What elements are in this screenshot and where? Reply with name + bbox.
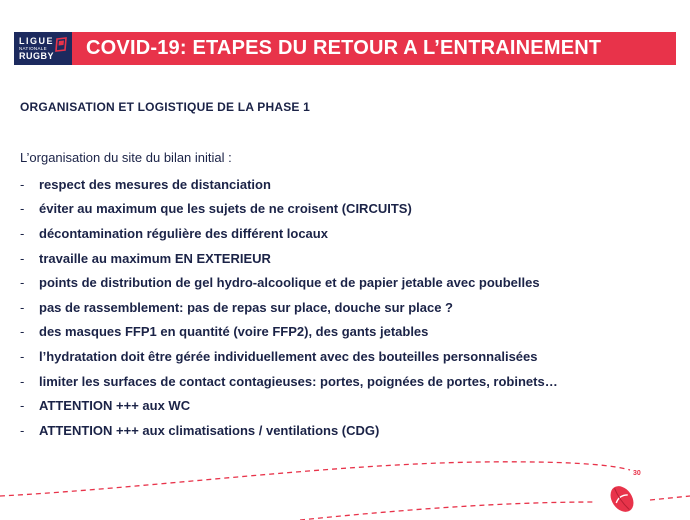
slide-title: COVID-19: ETAPES DU RETOUR A L’ENTRAINEMENT [86,37,602,59]
title-bar [72,32,676,65]
intro-text: L’organisation du site du bilan initial : [20,150,232,165]
list-item-text: limiter les surfaces de contact contagieuses: portes, poignées de portes, robinets… [39,373,558,389]
list-item [20,172,558,197]
list-item [20,393,558,418]
bullet-dash: - [20,176,25,192]
list-item-text: l’hydratation doit être gérée individuellement avec des bouteilles personnalisées [39,348,538,364]
logo-line-1: LIGUE [19,35,55,46]
dashed-trajectory-decoration [0,440,690,520]
list-item [20,295,558,320]
bullet-dash: - [20,373,25,389]
bullet-dash: - [20,324,25,340]
list-item [20,197,558,222]
list-item [20,270,558,295]
bullet-dash: - [20,201,25,217]
logo-line-2: NATIONALE [19,45,47,51]
bullet-dash: - [20,250,25,266]
section-subtitle: ORGANISATION ET LOGISTIQUE DE LA PHASE 1 [20,100,311,114]
list-item [20,418,558,443]
list-item-text: respect des mesures de distanciation [39,176,271,192]
bullet-dash: - [20,422,25,438]
list-item [20,320,558,345]
list-item [20,369,558,394]
list-item-text: travaille au maximum EN EXTERIEUR [39,250,271,266]
list-item [20,344,558,369]
list-item [20,246,558,271]
list-item-text: ATTENTION +++ aux WC [39,398,191,414]
bullet-dash: - [20,398,25,414]
list-item-text: décontamination régulière des différent locaux [39,225,328,241]
bullet-dash: - [20,299,25,315]
list-item [20,221,558,246]
list-item-text: des masques FFP1 en quantité (voire FFP2), des gants jetables [39,324,429,340]
page-number: 30 [633,470,641,477]
list-item-text: points de distribution de gel hydro-alcoolique et de papier jetable avec poubelles [39,275,540,291]
bullet-dash: - [20,225,25,241]
bullet-list [20,172,558,443]
slide-header [14,32,676,65]
logo-mark-icon [54,37,68,53]
bullet-dash: - [20,275,25,291]
list-item-text: éviter au maximum que les sujets de ne croisent (CIRCUITS) [39,201,412,217]
list-item-text: ATTENTION +++ aux climatisations / ventilations (CDG) [39,422,380,438]
rugby-ball-icon [606,482,638,516]
lnr-logo [14,32,72,65]
bullet-dash: - [20,348,25,364]
list-item-text: pas de rassemblement: pas de repas sur place, douche sur place ? [39,299,453,315]
logo-line-3: RUGBY [19,50,55,61]
